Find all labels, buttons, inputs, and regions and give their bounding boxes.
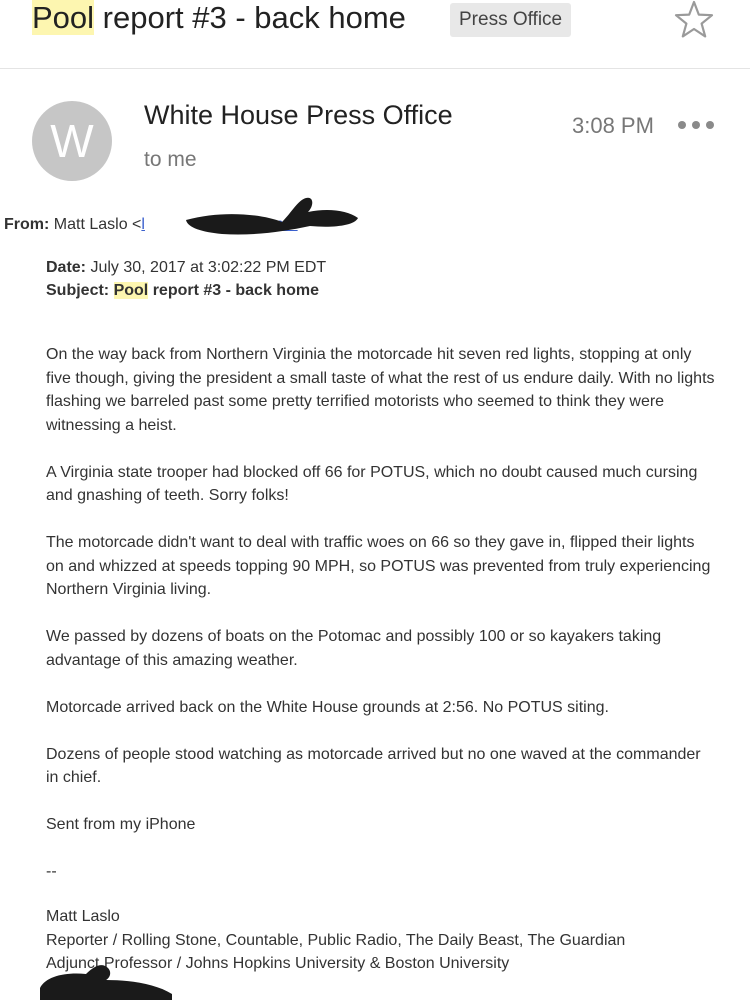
body-paragraph: On the way back from Northern Virginia the motorcade hit seven red lights, stopping at only five though, giving the president a small taste of what the rest of us endure daily. With no lights flashing we barreled past some pretty terrified motorists who seemed to think they were witnessing a heist.	[46, 346, 715, 434]
redaction-mark	[182, 192, 362, 244]
received-time: 3:08 PM	[572, 113, 654, 138]
body-paragraph: We passed by dozens of boats on the Potomac and possibly 100 or so kayakers taking advantage of this amazing weather.	[46, 628, 662, 669]
from-name: Matt Laslo <	[53, 216, 142, 233]
forwarded-subject: Subject: Pool report #3 - back home	[46, 282, 319, 299]
forwarded-meta	[46, 256, 326, 302]
sender-avatar[interactable]: W	[32, 101, 112, 181]
body-paragraph: The motorcade didn't want to deal with traffic woes on 66 so they gave in, flipped their lights on and whizzed at speeds topping 90 MPH, so POTUS was prevented from truly experiencing Northern Virginia living.	[46, 534, 711, 598]
signature-name: Matt Laslo	[46, 908, 120, 925]
signature-line: Reporter / Rolling Stone, Countable, Public Radio, The Daily Beast, The Guardian	[46, 931, 626, 949]
recipient-details[interactable]: to me	[144, 148, 197, 171]
body-paragraph: A Virginia state trooper had blocked off 66 for POTUS, which no doubt caused much cursing and gnashing of teeth. Sorry folks!	[46, 463, 698, 504]
subject-highlight: Pool	[32, 0, 95, 35]
subject-header	[32, 0, 732, 40]
email-body	[46, 343, 716, 907]
body-paragraph: --	[46, 863, 57, 880]
sender-name[interactable]: White House Press Office	[144, 100, 453, 130]
star-outline-icon[interactable]	[674, 0, 714, 38]
forwarded-date: Date: July 30, 2017 at 3:02:22 PM EDT	[46, 259, 327, 276]
subject-rest: report #3 - back home	[94, 0, 406, 35]
redaction-mark	[36, 958, 176, 1000]
body-paragraph: Sent from my iPhone	[46, 816, 196, 833]
from-email-link[interactable]: l	[141, 216, 145, 233]
body-paragraph: Dozens of people stood watching as motorcade arrived but no one waved at the commander in chief.	[46, 745, 701, 786]
more-horizontal-icon[interactable]	[676, 116, 716, 136]
email-subject	[32, 0, 406, 36]
signature-line: Adjunct Professor / Johns Hopkins University & Boston University	[46, 955, 510, 972]
header-divider	[0, 68, 750, 69]
body-paragraph: Motorcade arrived back on the White House grounds at 2:56. No POTUS siting.	[46, 698, 609, 716]
from-label: From:	[4, 216, 50, 233]
label-chip-press-office[interactable]: Press Office	[450, 3, 571, 37]
